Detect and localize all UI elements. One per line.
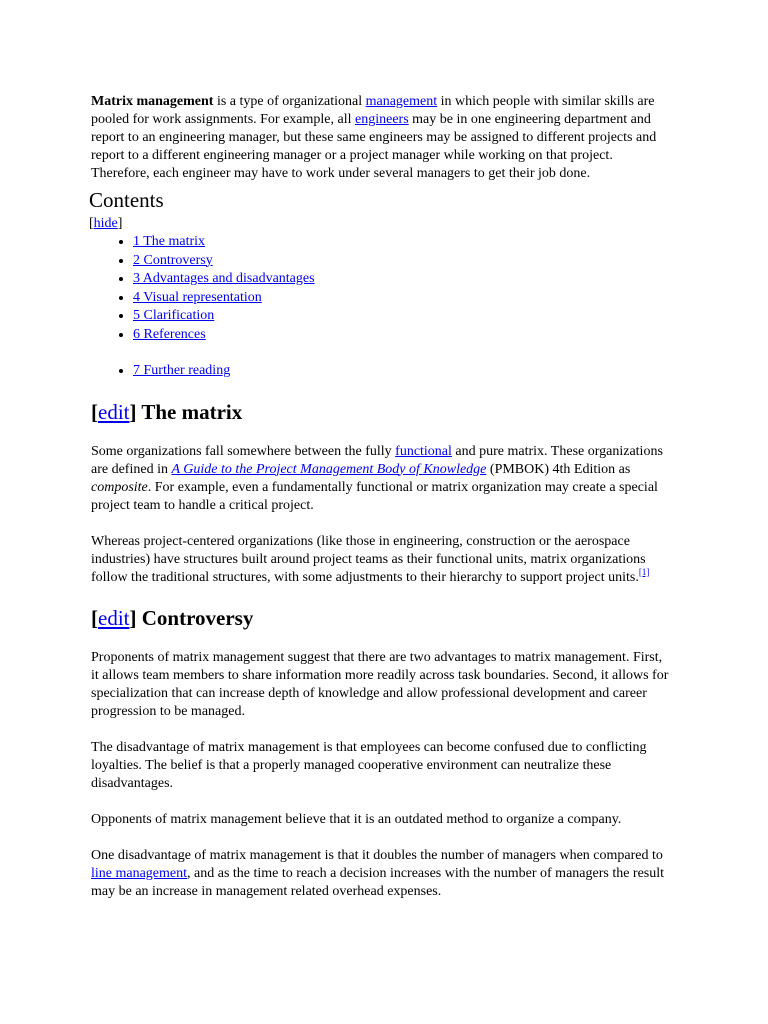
toc-link-advantages[interactable]: 3 Advantages and disadvantages (133, 271, 315, 286)
intro-text: in which people with similar skills are pooled for work assignments. For example, all (91, 94, 655, 127)
composite-term: composite (91, 479, 148, 495)
bracket: [ (91, 605, 98, 630)
toc-item (133, 362, 671, 381)
paragraph-text: , and as the time to reach a decision increases with the number of managers the result may be an increase in management related overhead expenses. (91, 865, 665, 899)
section-title: Controversy (136, 605, 254, 630)
heading-the-matrix (91, 399, 671, 425)
table-of-contents-continued (91, 362, 671, 381)
table-of-contents (91, 233, 671, 344)
engineers-link[interactable]: engineers (355, 112, 409, 127)
article-body (91, 93, 671, 919)
bracket: ] (117, 216, 123, 231)
line-management-link[interactable]: line management (91, 865, 188, 881)
intro-text: is a type of organizational (213, 94, 366, 109)
toc-item (133, 270, 671, 289)
controversy-paragraph-4 (91, 847, 671, 901)
hide-link[interactable]: hide (93, 216, 118, 231)
paragraph-text: Whereas project-centered organizations (like those in engineering, construction or the aerospace industries) have structures built around project teams as their functional units, matrix organizations follow the traditional structures, with some adjustments to their hierarchy to support project units. (91, 533, 646, 585)
heading-controversy (91, 605, 671, 631)
controversy-paragraph-1: Proponents of matrix management suggest that there are two advantages to matrix management. First, it allows team members to share information more readily across task boundaries. Second, it allows for specialization that can increase depth of knowledge and allow professional development and career progression to be managed. (91, 649, 669, 719)
toc-item (133, 326, 671, 345)
toc-link-the-matrix[interactable]: 1 The matrix (133, 234, 206, 249)
toc-item (133, 307, 671, 326)
paragraph-text: One disadvantage of matrix management is that it doubles the number of managers when compared to (91, 847, 663, 863)
bracket: ] (129, 605, 137, 630)
bracket: [ (91, 399, 98, 424)
edit-link[interactable]: edit (98, 399, 130, 424)
toc-link-controversy[interactable]: 2 Controversy (133, 252, 213, 268)
management-link[interactable]: management (365, 94, 438, 109)
section-title: The matrix (136, 399, 243, 424)
intro-paragraph (91, 93, 671, 183)
bracket: [ (89, 216, 94, 231)
paragraph-text: and pure matrix. These organizations are defined in (91, 443, 663, 477)
toc-link-clarification[interactable]: 5 Clarification (133, 308, 215, 323)
toc-link-further-reading[interactable]: 7 Further reading (133, 363, 231, 378)
edit-link[interactable]: edit (98, 605, 130, 630)
matrix-paragraph-1 (91, 443, 671, 515)
paragraph-text: . For example, even a fundamentally functional or matrix organization may create a special project team to handle a critical project. (91, 479, 658, 513)
controversy-paragraph-3: Opponents of matrix management believe that it is an outdated method to organize a company. (91, 811, 622, 827)
functional-link[interactable]: functional (395, 443, 452, 459)
reference-link[interactable]: [1] (638, 566, 650, 577)
intro-term: Matrix management (91, 94, 214, 109)
pmbok-link[interactable]: A Guide to the Project Management Body of Knowledge (171, 461, 487, 477)
toc-toggle (89, 215, 671, 233)
paragraph-text: Some organizations fall somewhere between the fully (91, 443, 396, 459)
toc-item (133, 289, 671, 308)
bracket: ] (129, 399, 137, 424)
controversy-paragraph-2: The disadvantage of matrix management is that employees can become confused due to conflicting loyalties. The belief is that a properly managed cooperative environment can neutralize these disadvantages. (91, 739, 647, 791)
matrix-paragraph-2 (91, 533, 671, 587)
toc-link-references[interactable]: 6 References (133, 326, 206, 342)
contents-title: Contents (89, 188, 164, 212)
toc-item (133, 252, 671, 271)
intro-text: may be in one engineering department and report to an engineering manager, but these same engineers may be assigned to different projects and report to a different engineering manager or a project manager while working on that project. Therefore, each engineer may have to work under several managers to get their job done. (91, 112, 657, 181)
toc-link-visual-representation[interactable]: 4 Visual representation (133, 289, 262, 305)
toc-item (133, 233, 671, 252)
paragraph-text: (PMBOK) 4th Edition as (486, 461, 631, 477)
